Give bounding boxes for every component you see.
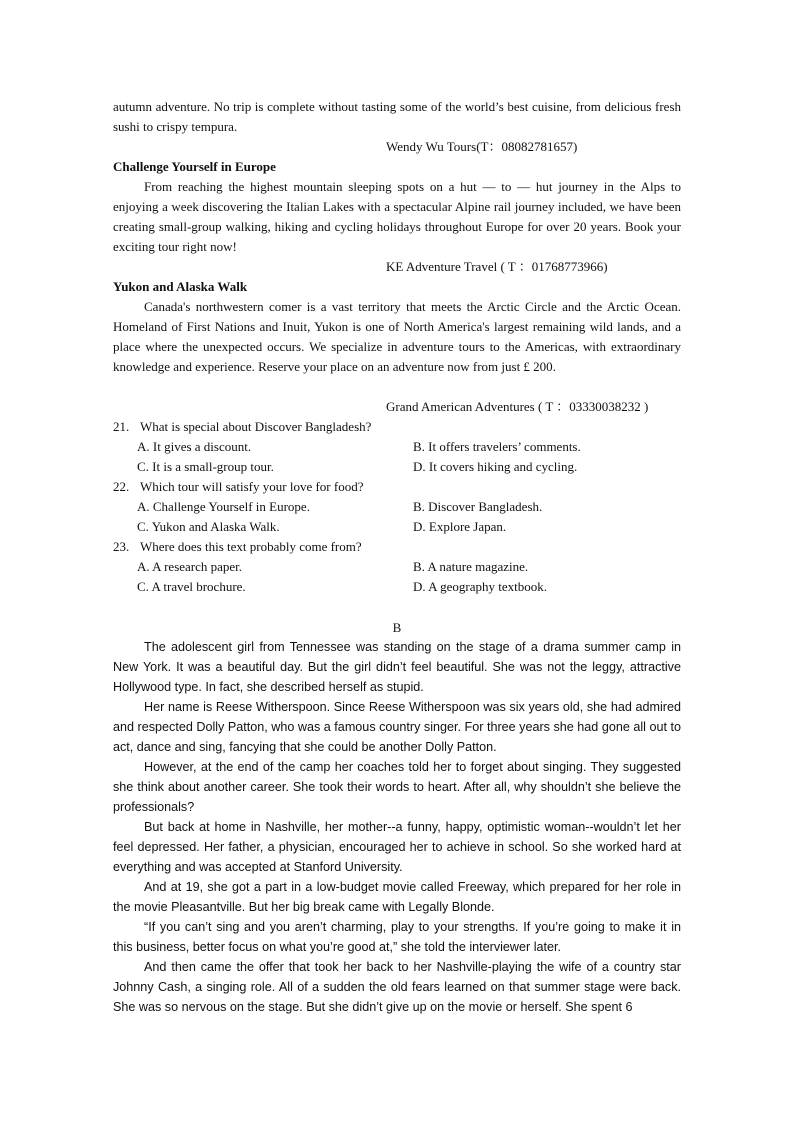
question-23 (113, 537, 362, 557)
passage-paragraph-7: And then came the offer that took her back to her Nashville-playing the wife of a country star Johnny Cash, a singing role. All of a sudden the old fears learned on that summer stage were back. She was so nervous on the stage. But she didn’t give up on the movie or herself. She spent 6 (113, 960, 681, 1014)
section-b-label: B (392, 620, 402, 635)
ad-europe (113, 157, 681, 257)
option-22-a: A. Challenge Yourself in Europe. (137, 499, 310, 514)
ad-yukon-title: Yukon and Alaska Walk (113, 279, 248, 294)
option-23-b: B. A nature magazine. (413, 559, 529, 574)
question-text: What is special about Discover Bangladesh? (140, 419, 372, 434)
ad-yukon (113, 277, 681, 377)
option-21-d: D. It covers hiking and cycling. (413, 459, 578, 474)
wendy-wu-contact: Wendy Wu Tours(T：08082781657) (386, 139, 578, 154)
grand-american-contact: Grand American Adventures ( T ：03330038232 ) (386, 399, 649, 414)
question-number: 22. (113, 479, 130, 494)
intro-paragraph (113, 97, 681, 137)
question-text: Where does this text probably come from? (140, 539, 362, 554)
option-23-a: A. A research paper. (137, 559, 243, 574)
question-21 (113, 417, 371, 437)
passage-paragraph-2: Her name is Reese Witherspoon. Since Reese Witherspoon was six years old, she had admired and respected Dolly Patton, who was a famous country singer. For three years she had gone all out to act, dance and sing, fancying that she could be another Dolly Patton. (113, 700, 681, 754)
passage-paragraph-1: The adolescent girl from Tennessee was standing on the stage of a drama summer camp in New York. It was a beautiful day. But the girl didn’t feel beautiful. She was not the leggy, attractive Hollywood type. In fact, she described herself as stupid. (113, 640, 681, 694)
option-23-c: C. A travel brochure. (137, 579, 246, 594)
question-number: 23. (113, 539, 130, 554)
question-text: Which tour will satisfy your love for food? (140, 479, 364, 494)
section-b-passage (113, 637, 681, 1017)
intro-text: autumn adventure. No trip is complete without tasting some of the world’s best cuisine, from delicious fresh sushi to crispy tempura. (113, 99, 681, 134)
passage-paragraph-5: And at 19, she got a part in a low-budget movie called Freeway, which prepared for her role in the movie Pleasantville. But her big break came with Legally Blonde. (113, 880, 681, 914)
option-22-d: D. Explore Japan. (413, 519, 507, 534)
passage-paragraph-3: However, at the end of the camp her coaches told her to forget about singing. They suggested she think about another career. She took their words to heart. After all, why shouldn’t she believe the professionals? (113, 760, 681, 814)
option-21-c: C. It is a small-group tour. (137, 459, 274, 474)
option-22-b: B. Discover Bangladesh. (413, 499, 543, 514)
passage-paragraph-6: “If you can’t sing and you aren’t charming, play to your strengths. If you’re going to make it in this business, better focus on what you’re good at,” she told the interviewer later. (113, 920, 681, 954)
question-22 (113, 477, 363, 497)
option-21-a: A. It gives a discount. (137, 439, 252, 454)
ad-yukon-body: Canada's northwestern comer is a vast territory that meets the Arctic Circle and the Arctic Ocean. Homeland of First Nations and Inuit, Yukon is one of North America's largest remaining wild lands, and a place where the unexpected occurs. We specialize in adventure tours to the Americas, with extraordinary knowledge and experience. Reserve your place on an adventure now from just £ 200. (113, 299, 681, 374)
question-number: 21. (113, 419, 130, 434)
option-23-d: D. A geography textbook. (413, 579, 547, 594)
option-22-c: C. Yukon and Alaska Walk. (137, 519, 280, 534)
ad-europe-title: Challenge Yourself in Europe (113, 159, 276, 174)
option-21-b: B. It offers travelers’ comments. (413, 439, 581, 454)
ad-europe-body: From reaching the highest mountain sleeping spots on a hut — to — hut journey in the Alps to enjoying a week discovering the Italian Lakes with a spectacular Alpine rail journey included, we have been creating small-group walking, hiking and cycling holidays throughout Europe for over 20 years. Book your exciting tour right now! (113, 179, 681, 254)
passage-paragraph-4: But back at home in Nashville, her mother--a funny, happy, optimistic woman--wouldn’t let her feel depressed. Her father, a physician, encouraged her to achieve in school. So she worked hard at everything and was accepted at Stanford University. (113, 820, 681, 874)
ke-adventure-contact: KE Adventure Travel ( T ：01768773966) (386, 259, 608, 274)
